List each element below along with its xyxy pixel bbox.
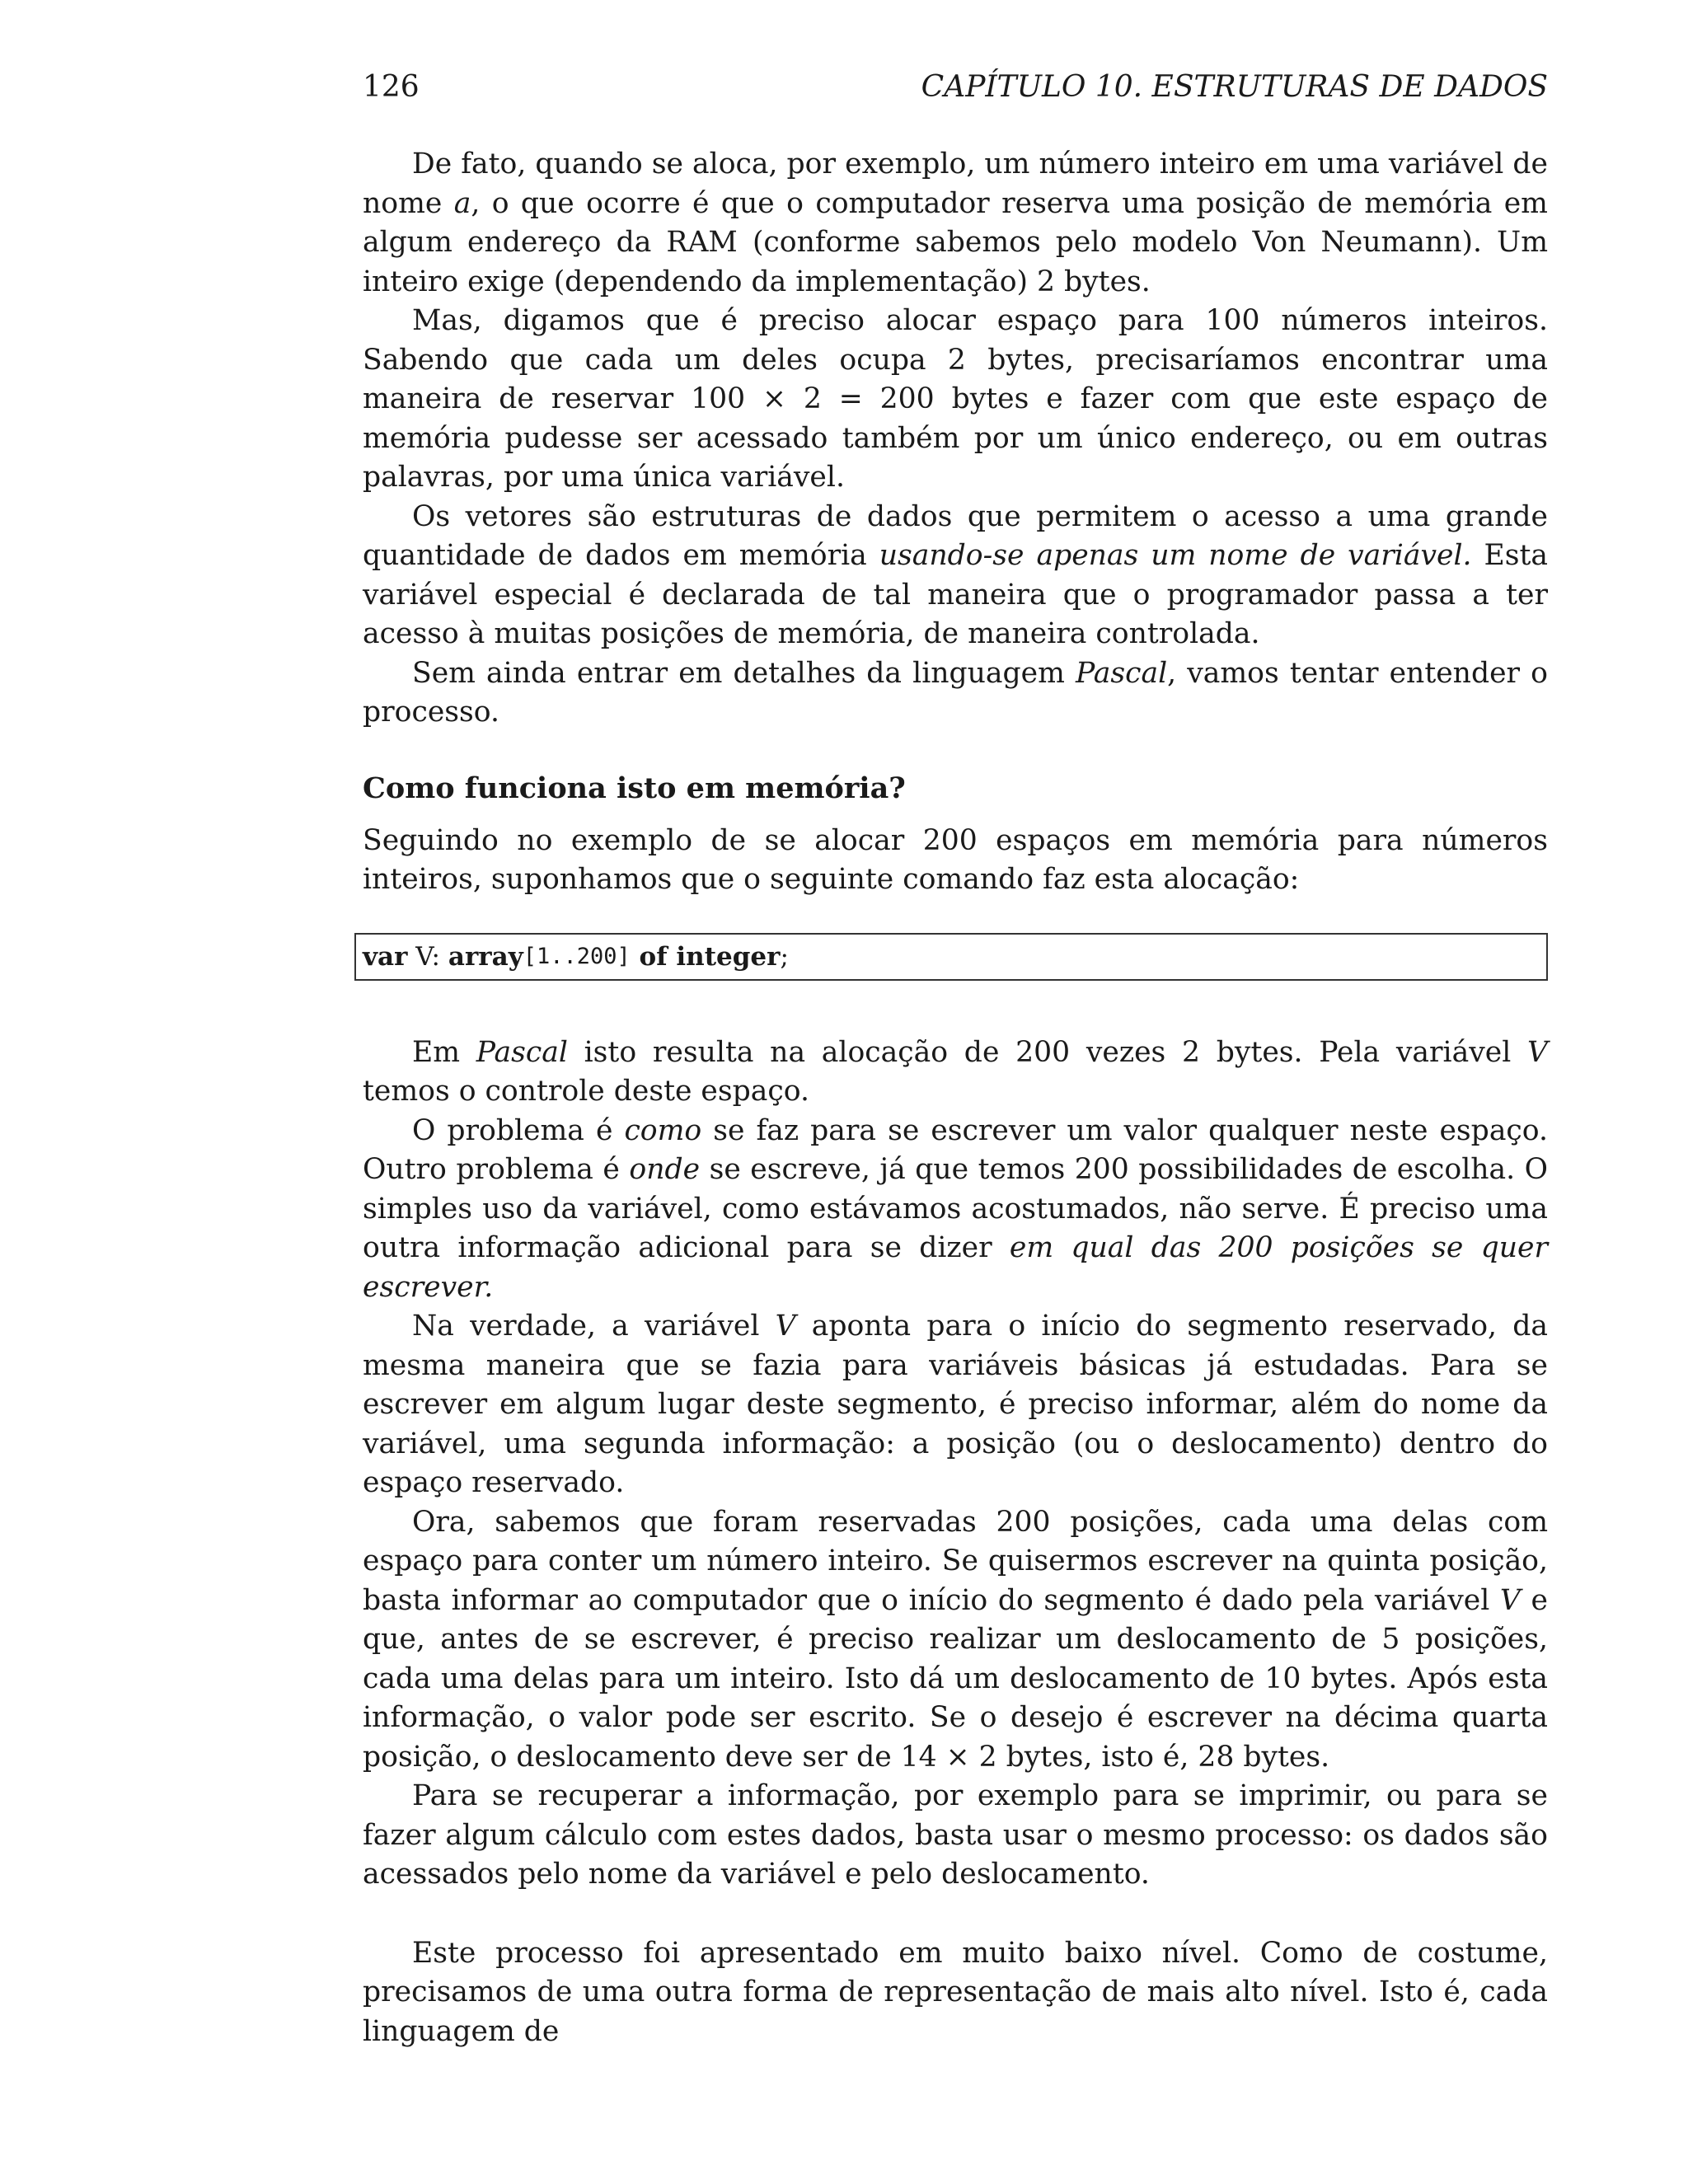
- keyword: array: [448, 941, 523, 972]
- chapter-title: CAPÍTULO 10. ESTRUTURAS DE DADOS: [921, 70, 1548, 104]
- emphasis: como: [624, 1113, 702, 1147]
- text: O problema é: [412, 1113, 625, 1147]
- text: Na verdade, a variável: [412, 1310, 776, 1343]
- text: temos o controle deste espaço.: [363, 1075, 809, 1108]
- text: , vamos tentar entender o processo.: [363, 656, 1548, 729]
- closing-section: [363, 1934, 1548, 2052]
- running-header: [363, 68, 1548, 107]
- paragraph: [363, 1307, 1548, 1503]
- keyword: var: [363, 941, 408, 972]
- keyword: integer: [676, 941, 781, 972]
- variable: V: [775, 1310, 796, 1343]
- code-text: ;: [780, 941, 789, 972]
- document-page: [363, 68, 1548, 2051]
- variable: V: [1499, 1583, 1521, 1617]
- text: , o que ocorre é que o computador reserva uma posição de memória em algum endereço da RAM (conforme sabemos pelo modelo Von Neumann). Um inteiro exige (dependendo da implementação) 2 bytes.: [363, 186, 1548, 298]
- intro-section: [363, 145, 1548, 733]
- paragraph: [363, 654, 1548, 733]
- paragraph: Seguindo no exemplo de se alocar 200 espaços em memória para números inteiros, suponhamos que o seguinte comando faz esta alocação:: [363, 823, 1548, 896]
- code-text: [1..200]: [523, 944, 631, 969]
- paragraph: Este processo foi apresentado em muito baixo nível. Como de costume, precisamos de uma outra forma de representação de mais alto nível. Isto é, cada linguagem de: [363, 1936, 1548, 2048]
- text: e que, antes de se escrever, é preciso realizar um deslocamento de 5 posições, cada uma delas para um inteiro. Isto dá um deslocamento de 10 bytes. Após esta informação, o valor pode ser escrito. Se o desejo é escrever na décima quarta posição, o deslocamento deve ser de 14 × 2 bytes, isto é, 28 bytes.: [363, 1583, 1548, 1774]
- section-heading: Como funciona isto em memória?: [363, 771, 906, 805]
- paragraph: Mas, digamos que é preciso alocar espaço para 100 números inteiros. Sabendo que cada um deles ocupa 2 bytes, precisaríamos encontrar uma maneira de reservar 100 × 2 = 200 bytes e fazer com que este espaço de memória pudesse ser acessado também por um único endereço, ou em outras palavras, por uma única variável.: [363, 304, 1548, 494]
- paragraph: [363, 498, 1548, 654]
- text: isto resulta na alocação de 200 vezes 2 bytes. Pela variável: [567, 1035, 1527, 1069]
- paragraph: [363, 1503, 1548, 1778]
- code-listing: [354, 933, 1548, 981]
- text: Sem ainda entrar em detalhes da linguagem: [412, 656, 1076, 690]
- text: Esta variável especial é declarada de tal maneira que o programador passa a ter acesso à muitas posições de memória, de maneira controlada.: [363, 539, 1548, 650]
- text: Ora, sabemos que foram reservadas 200 posições, cada uma delas com espaço para conter um número inteiro. Se quisermos escrever na quinta posição, basta informar ao computador que o início do segmento é dado pela variável: [363, 1505, 1548, 1617]
- code-text: V:: [407, 941, 448, 972]
- paragraph: [363, 1033, 1548, 1112]
- body-section: [363, 1033, 1548, 1895]
- emphasis: Pascal: [476, 1035, 568, 1069]
- text: se escreve, já que temos 200 possibilidades de escolha. O simples uso da variável, como estávamos acostumados, não serve. É preciso uma outra informação adicional para se dizer: [363, 1153, 1548, 1264]
- emphasis: onde: [629, 1153, 701, 1186]
- variable: V: [1527, 1035, 1548, 1069]
- emphasis: usando-se apenas um nome de variável.: [879, 539, 1472, 572]
- emphasis: em qual das 200 posições se quer escrever.: [363, 1231, 1548, 1304]
- text: aponta para o início do segmento reservado, da mesma maneira que se fazia para variáveis básicas já estudadas. Para se escrever em algum lugar deste segmento, é preciso informar, além do nome da variável, uma segunda informação: a posição (ou o deslocamento) dentro do espaço reservado.: [363, 1310, 1548, 1499]
- variable: a: [453, 186, 471, 220]
- text: De fato, quando se aloca, por exemplo, um número inteiro em uma variável de nome: [363, 148, 1548, 220]
- text: Em: [412, 1035, 476, 1069]
- emphasis: Pascal: [1076, 656, 1168, 690]
- keyword: of: [630, 941, 677, 972]
- paragraph: [363, 1112, 1548, 1308]
- page-number: 126: [363, 70, 420, 104]
- paragraph: [363, 145, 1548, 302]
- text: se faz para se escrever um valor qualquer neste espaço. Outro problema é: [363, 1113, 1548, 1186]
- paragraph: Para se recuperar a informação, por exemplo para se imprimir, ou para se fazer algum cálculo com estes dados, basta usar o mesmo processo: os dados são acessados pelo nome da variável e pelo deslocamento.: [363, 1779, 1548, 1891]
- text: Os vetores são estruturas de dados que permitem o acesso a uma grande quantidade de dados em memória: [363, 499, 1548, 572]
